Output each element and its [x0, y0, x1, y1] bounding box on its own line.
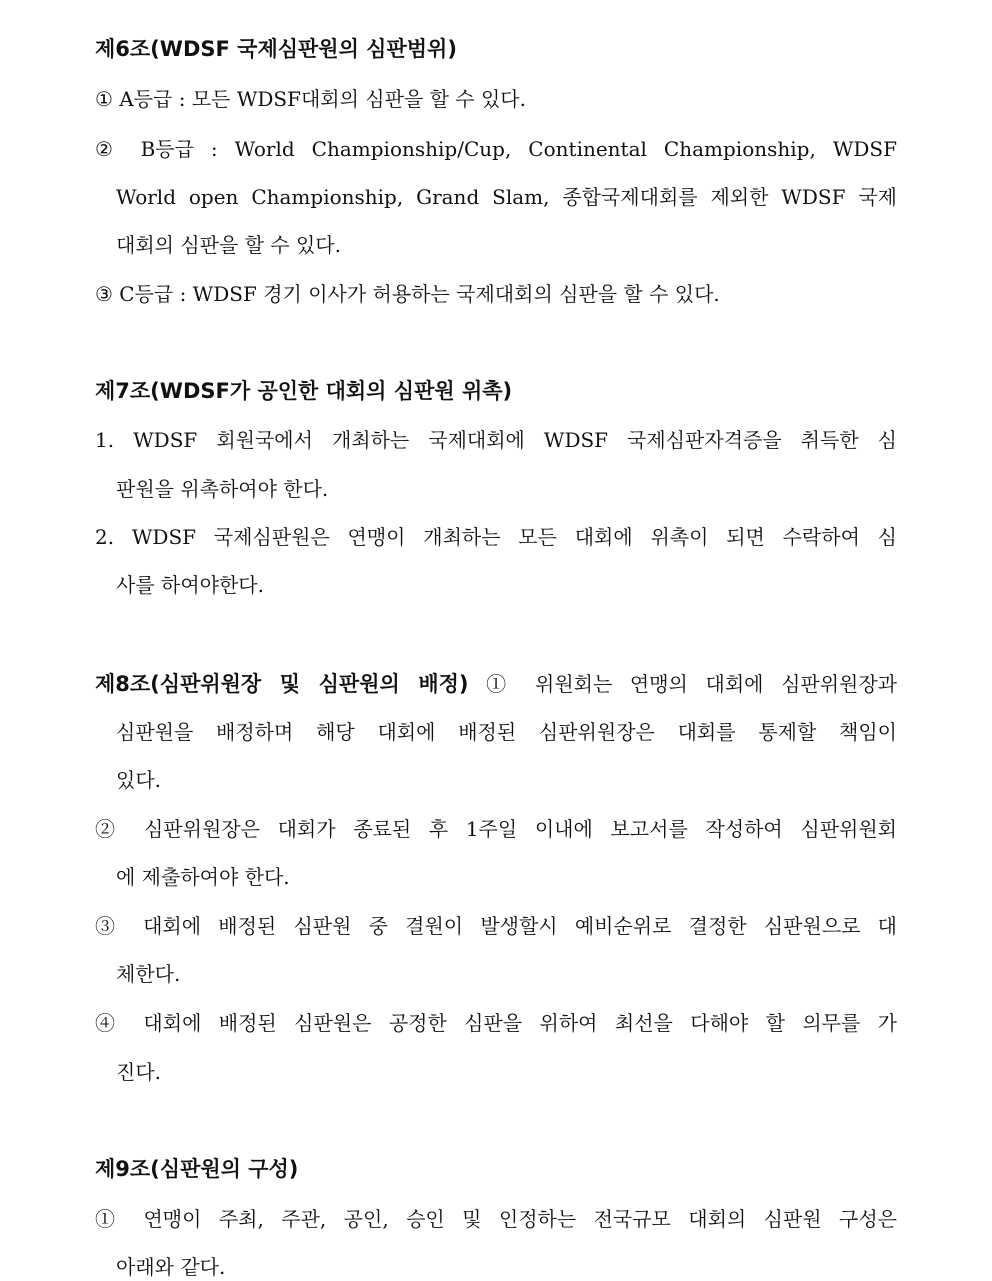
article-8-item-1-cont-end: 있다. [116, 768, 161, 792]
article-7-heading: 제7조(WDSF가 공인한 대회의 심판원 위촉) [95, 379, 513, 403]
article-6-item-3: ③ C등급 : WDSF 경기 이사가 허용하는 국제대회의 심판을 할 수 있다. [95, 282, 720, 306]
article-8-heading: 제8조(심판위원장 및 심판원의 배정) [95, 672, 469, 696]
article-6-item-2-cont: World open Championship, Grand Slam, 종합국제대회를 제외한 WDSF 국제 [116, 185, 897, 209]
article-7-item-2: 2. WDSF 국제심판원은 연맹이 개최하는 모든 대회에 위촉이 되면 수락하여 심 [95, 525, 897, 549]
article-8-item-1-cont: 심판원을 배정하며 해당 대회에 배정된 심판위원장은 대회를 통제할 책임이 [116, 720, 897, 744]
article-6-heading: 제6조(WDSF 국제심판원의 심판범위) [95, 37, 457, 61]
article-8-item-2: ② 심판위원장은 대회가 종료된 후 1주일 이내에 보고서를 작성하여 심판위원회 [95, 817, 897, 841]
article-9-item-1: ① 연맹이 주최, 주관, 공인, 승인 및 인정하는 전국규모 대회의 심판원 구성은 [95, 1207, 897, 1231]
article-8-item-3: ③ 대회에 배정된 심판원 중 결원이 발생할시 예비순위로 결정한 심판원으로 대 [95, 914, 897, 938]
article-9-heading: 제9조(심판원의 구성) [95, 1157, 299, 1181]
article-6-item-1: ① A등급 : 모든 WDSF대회의 심판을 할 수 있다. [95, 87, 526, 111]
article-9-item-1-cont: 아래와 같다. [116, 1255, 226, 1279]
article-7-item-2-cont: 사를 하여야한다. [116, 573, 264, 597]
article-8-item-4: ④ 대회에 배정된 심판원은 공정한 심판을 위하여 최선을 다해야 할 의무를 가 [95, 1011, 897, 1035]
article-7-item-1: 1. WDSF 회원국에서 개최하는 국제대회에 WDSF 국제심판자격증을 취득한 심 [95, 428, 897, 452]
article-6-item-2-cont-end: 대회의 심판을 할 수 있다. [116, 233, 341, 257]
article-7-item-1-cont: 판원을 위촉하여야 한다. [116, 477, 329, 501]
article-8-first-line [95, 671, 897, 697]
article-6-item-2: ② B등급 : World Championship/Cup, Continental Championship, WDSF [95, 137, 897, 161]
article-8-item-4-cont: 진다. [116, 1060, 161, 1084]
article-8-item-3-cont: 체한다. [116, 962, 181, 986]
article-8-item-2-cont: 에 제출하여야 한다. [116, 865, 290, 889]
article-8-item-1: ① 위원회는 연맹의 대회에 심판위원장과 [468, 672, 897, 696]
